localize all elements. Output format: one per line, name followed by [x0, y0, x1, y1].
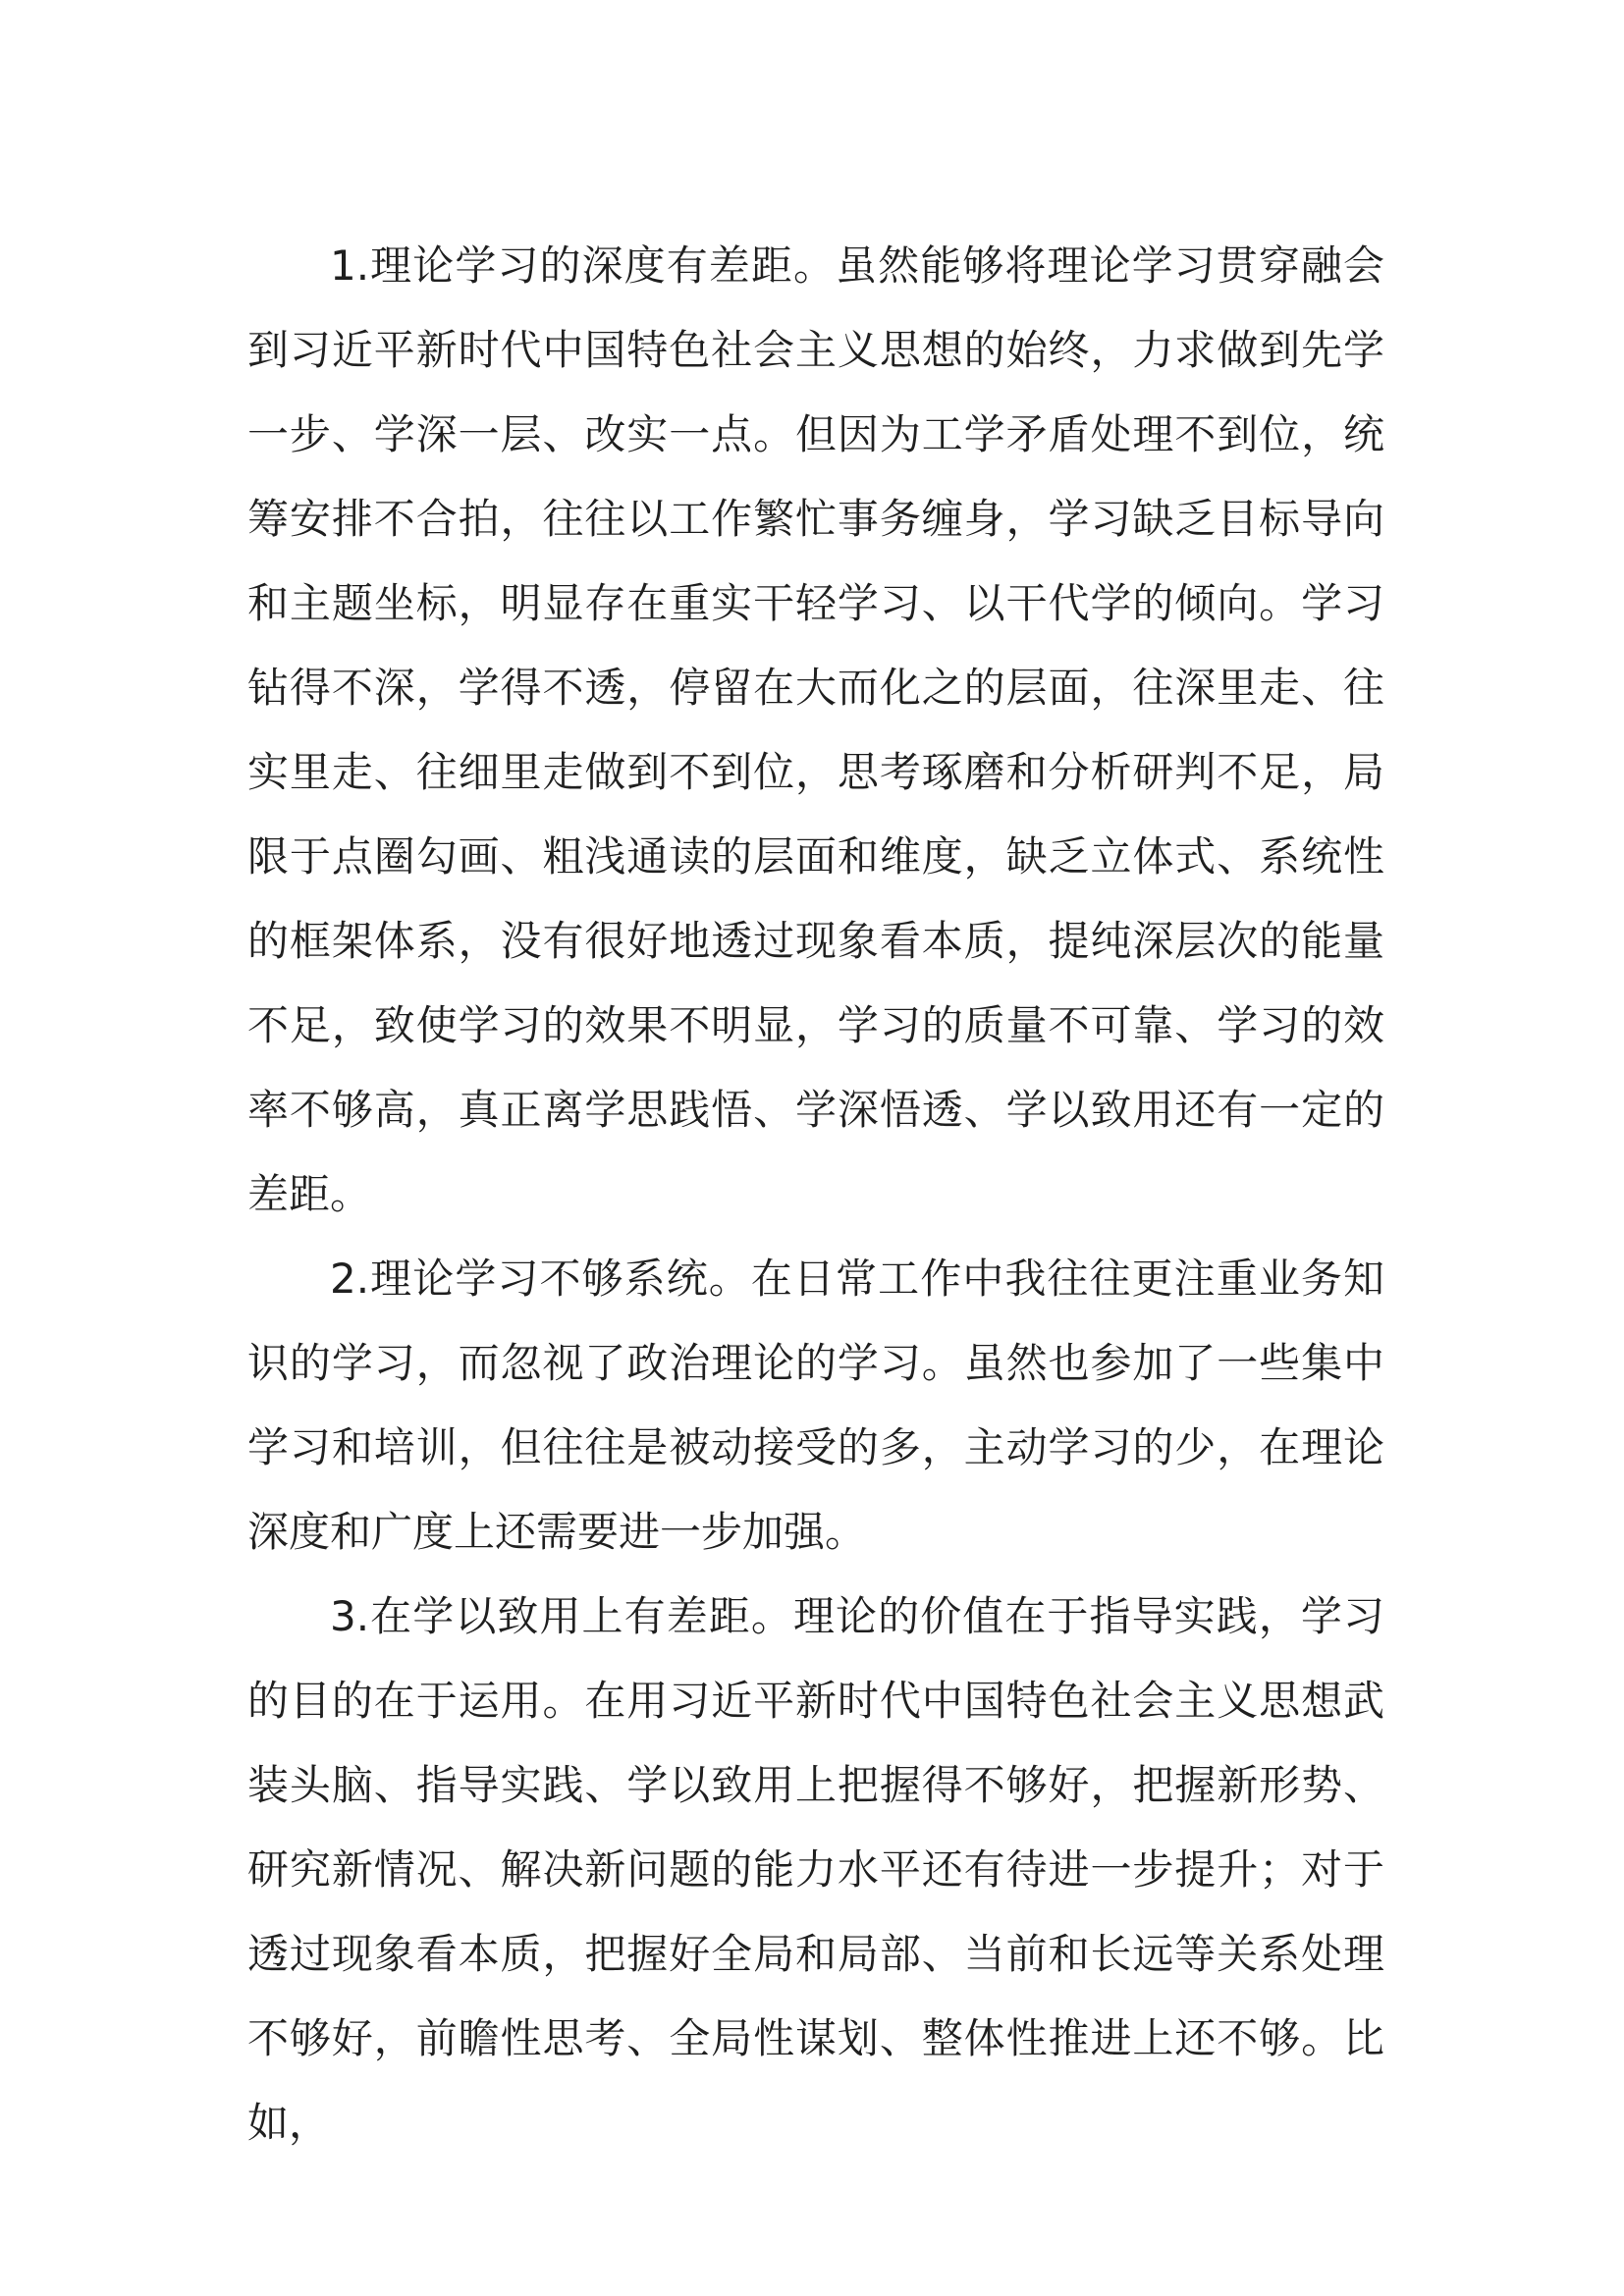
document-body — [247, 224, 1384, 2165]
paragraph-2: 2.理论学习不够系统。在日常工作中我往往更注重业务知识的学习，而忽视了政治理论的学习。虽然也参加了一些集中学习和培训，但往往是被动接受的多，主动学习的少，在理论深度和广度上还需要进一步加强。 — [247, 1255, 1384, 1556]
paragraph-1: 1.理论学习的深度有差距。虽然能够将理论学习贯穿融会到习近平新时代中国特色社会主义思想的始终，力求做到先学一步、学深一层、改实一点。但因为工学矛盾处理不到位，统筹安排不合拍，往往以工作繁忙事务缠身，学习缺乏目标导向和主题坐标，明显存在重实干轻学习、以干代学的倾向。学习钻得不深，学得不透，停留在大而化之的层面，往深里走、往实里走、往细里走做到不到位，思考琢磨和分析研判不足，局限于点圈勾画、粗浅通读的层面和维度，缺乏立体式、系统性的框架体系，没有很好地透过现象看本质，提纯深层次的能量不足，致使学习的效果不明显，学习的质量不可靠、学习的效率不够高，真正离学思践悟、学深悟透、学以致用还有一定的差距。 — [247, 241, 1384, 1218]
paragraph-3: 3.在学以致用上有差距。理论的价值在于指导实践，学习的目的在于运用。在用习近平新时代中国特色社会主义思想武装头脑、指导实践、学以致用上把握得不够好，把握新形势、研究新情况、解决新问题的能力水平还有待进一步提升；对于透过现象看本质，把握好全局和局部、当前和长远等关系处理不够好，前瞻性思考、全局性谋划、整体性推进上还不够。比如， — [247, 1592, 1384, 2147]
